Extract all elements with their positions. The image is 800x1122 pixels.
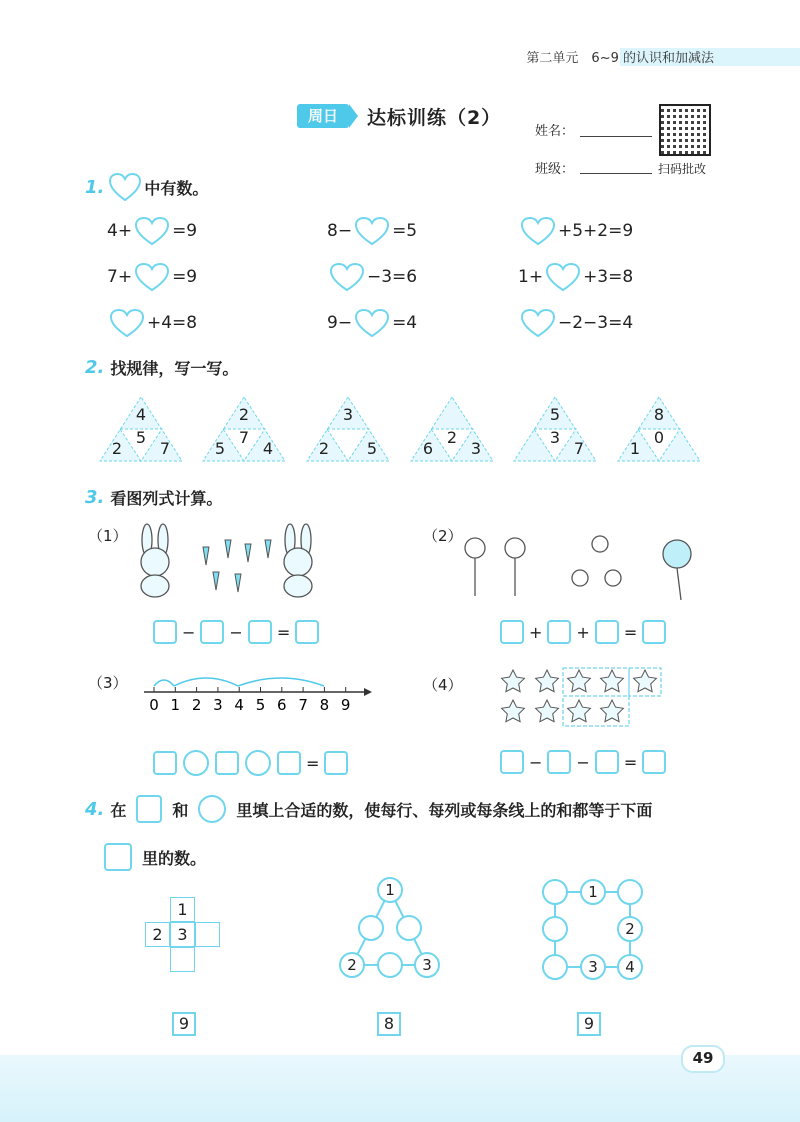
flower-highlighted-icon bbox=[663, 540, 691, 600]
number-line-label: 9 bbox=[340, 696, 351, 714]
number-line-label: 0 bbox=[149, 696, 159, 714]
carrots-icon bbox=[203, 540, 271, 592]
day-badge: 周日 bbox=[297, 104, 349, 128]
equation-suffix: =4 bbox=[392, 313, 418, 333]
triangle-middle[interactable]: 2 bbox=[446, 428, 458, 447]
legend-circle bbox=[198, 795, 226, 823]
heart-icon bbox=[520, 308, 556, 338]
number-triangle bbox=[201, 395, 287, 463]
equation-suffix: −2−3=4 bbox=[558, 313, 634, 333]
number-triangle bbox=[512, 395, 598, 463]
legend-box bbox=[104, 843, 132, 871]
q1-number: 1. bbox=[85, 176, 105, 198]
answer-box[interactable] bbox=[153, 751, 177, 775]
q4-text-pre: 在 bbox=[110, 800, 127, 820]
triangle-middle[interactable]: 3 bbox=[549, 428, 561, 447]
square-target: 9 bbox=[577, 1012, 601, 1036]
cross-cell-left: 2 bbox=[145, 922, 170, 947]
operator-circle[interactable] bbox=[183, 750, 209, 776]
q3-part3-label: （3） bbox=[88, 674, 128, 692]
rabbits-carrots-picture bbox=[125, 522, 385, 602]
equation-suffix: =9 bbox=[172, 267, 198, 287]
heart-icon bbox=[108, 172, 142, 202]
q1-text: 中有数。 bbox=[144, 178, 209, 198]
name-label: 姓名： bbox=[535, 124, 575, 139]
q3-part4-equation: − − = bbox=[500, 750, 666, 774]
legend-box bbox=[136, 795, 162, 823]
cross-cell-bottom[interactable] bbox=[170, 947, 195, 972]
answer-box[interactable] bbox=[277, 751, 301, 775]
heart-icon bbox=[109, 308, 145, 338]
q2-header bbox=[85, 356, 238, 379]
triangle-target: 8 bbox=[377, 1012, 401, 1036]
heart-answer[interactable] bbox=[354, 308, 390, 338]
cross-cell-center: 3 bbox=[170, 922, 195, 947]
triangle-left[interactable]: 1 bbox=[629, 439, 641, 458]
unit-title: 第二单元 6~9 的认识和加减法 bbox=[526, 51, 714, 66]
star-icon bbox=[601, 700, 624, 722]
triangle-middle[interactable]: 5 bbox=[135, 428, 147, 447]
q1-equation bbox=[327, 262, 417, 292]
triangle-middle[interactable]: 7 bbox=[238, 428, 250, 447]
heart-icon bbox=[134, 216, 170, 246]
heart-icon bbox=[354, 308, 390, 338]
triangle-right[interactable]: 5 bbox=[366, 439, 378, 458]
flower-icon bbox=[465, 536, 621, 596]
square-node-top: 1 bbox=[580, 879, 606, 905]
heart-answer[interactable] bbox=[545, 262, 581, 292]
star-icon bbox=[536, 670, 559, 692]
q1-equation bbox=[107, 308, 197, 338]
q1-equation bbox=[107, 262, 197, 292]
equation-suffix: +4=8 bbox=[147, 313, 198, 333]
answer-box[interactable] bbox=[595, 620, 619, 644]
heart-icon bbox=[134, 262, 170, 292]
answer-box[interactable] bbox=[642, 750, 666, 774]
triangle-middle[interactable]: 0 bbox=[653, 428, 665, 447]
square-puzzle bbox=[535, 872, 655, 982]
cross-puzzle bbox=[145, 897, 225, 977]
triangle-right[interactable]: 7 bbox=[159, 439, 171, 458]
triangle-right[interactable]: 4 bbox=[262, 439, 274, 458]
q1-equation bbox=[107, 216, 197, 246]
q4-text-2: 里的数。 bbox=[142, 848, 207, 868]
heart-answer[interactable] bbox=[134, 216, 170, 246]
star-icon bbox=[502, 670, 525, 692]
answer-box[interactable] bbox=[547, 620, 571, 644]
page-title: 达标训练（2） bbox=[367, 107, 502, 129]
rabbit-right-icon bbox=[284, 524, 312, 597]
star-icon bbox=[502, 700, 525, 722]
triangle-top[interactable]: 4 bbox=[135, 405, 147, 424]
number-line-label: 3 bbox=[213, 696, 223, 714]
number-triangle bbox=[98, 395, 184, 463]
q3-part3-equation: = bbox=[153, 750, 348, 776]
square-node-tr[interactable] bbox=[617, 879, 643, 905]
number-line-label: 5 bbox=[255, 696, 266, 714]
triangle-left[interactable]: 5 bbox=[214, 439, 226, 458]
triangle-node-left[interactable] bbox=[358, 915, 384, 941]
answer-box[interactable] bbox=[500, 620, 524, 644]
footer-band bbox=[0, 1055, 800, 1122]
triangle-top[interactable]: 3 bbox=[342, 405, 354, 424]
q1-equation bbox=[518, 308, 633, 338]
q3-text: 看图列式计算。 bbox=[110, 489, 223, 508]
star-icon bbox=[634, 670, 657, 692]
square-node-tl[interactable] bbox=[542, 879, 568, 905]
triangle-top[interactable]: 5 bbox=[549, 405, 561, 424]
q1-equation bbox=[327, 308, 417, 338]
answer-box[interactable] bbox=[500, 750, 524, 774]
triangle-right[interactable]: 7 bbox=[573, 439, 585, 458]
square-node-right: 2 bbox=[617, 916, 643, 942]
triangle-node-br: 3 bbox=[414, 952, 440, 978]
q4-number: 4. bbox=[85, 798, 105, 820]
q4-header bbox=[85, 795, 652, 823]
triangle-puzzle bbox=[330, 870, 450, 985]
number-triangle bbox=[409, 395, 495, 463]
number-line-label: 4 bbox=[234, 696, 244, 714]
answer-box[interactable] bbox=[642, 620, 666, 644]
q3-part4-label: （4） bbox=[423, 676, 463, 694]
class-line[interactable] bbox=[580, 172, 652, 174]
q1-equation bbox=[518, 262, 633, 292]
equation-suffix: +5+2=9 bbox=[558, 221, 634, 241]
triangle-top[interactable]: 8 bbox=[653, 405, 665, 424]
rabbit-left-icon bbox=[141, 524, 169, 597]
star-icon bbox=[568, 670, 591, 692]
heart-icon bbox=[329, 262, 365, 292]
q3-header bbox=[85, 486, 222, 509]
qr-code[interactable] bbox=[659, 104, 711, 156]
triangle-right[interactable]: 3 bbox=[470, 439, 482, 458]
heart-answer[interactable] bbox=[134, 262, 170, 292]
star-icon bbox=[601, 670, 624, 692]
cross-cell-right[interactable] bbox=[195, 922, 220, 947]
triangle-node-right[interactable] bbox=[396, 915, 422, 941]
heart-answer[interactable] bbox=[329, 262, 365, 292]
q3-part1-equation: − − = bbox=[153, 620, 319, 644]
q4-text: 里填上合适的数，使每行、每列或每条线上的和都等于下面 bbox=[236, 800, 653, 820]
triangle-left[interactable]: 2 bbox=[318, 439, 330, 458]
number-line-label: 7 bbox=[298, 696, 308, 714]
heart-answer[interactable] bbox=[109, 308, 145, 338]
qr-label: 扫码批改 bbox=[658, 162, 707, 176]
triangle-left[interactable]: 2 bbox=[111, 439, 123, 458]
number-line bbox=[140, 668, 376, 718]
class-label: 班级： bbox=[535, 162, 575, 177]
triangle-node-bottom[interactable] bbox=[377, 952, 403, 978]
q2-text: 找规律，写一写。 bbox=[110, 359, 239, 378]
heart-answer[interactable] bbox=[354, 216, 390, 246]
square-node-bl[interactable] bbox=[542, 954, 568, 980]
q4-header-line2 bbox=[104, 843, 206, 871]
heart-icon bbox=[354, 216, 390, 246]
cross-target: 9 bbox=[172, 1012, 196, 1036]
stars-picture bbox=[495, 666, 670, 730]
operator-circle[interactable] bbox=[245, 750, 271, 776]
answer-box[interactable] bbox=[153, 620, 177, 644]
heart-answer[interactable] bbox=[520, 308, 556, 338]
triangle-node-bl: 2 bbox=[339, 952, 365, 978]
equation-suffix: =9 bbox=[172, 221, 198, 241]
triangle-node-top: 1 bbox=[377, 877, 403, 903]
number-triangle bbox=[305, 395, 391, 463]
triangle-left[interactable]: 6 bbox=[422, 439, 434, 458]
square-node-left[interactable] bbox=[542, 916, 568, 942]
number-triangle bbox=[616, 395, 702, 463]
triangle-top[interactable]: 2 bbox=[238, 405, 250, 424]
answer-box[interactable] bbox=[595, 750, 619, 774]
square-node-bottom: 3 bbox=[580, 954, 606, 980]
number-line-label: 6 bbox=[277, 696, 287, 714]
q4-text-and: 和 bbox=[172, 800, 189, 820]
equation-prefix: 9− bbox=[327, 313, 353, 333]
heart-icon bbox=[520, 216, 556, 246]
answer-box[interactable] bbox=[324, 751, 348, 775]
equation-suffix: =5 bbox=[392, 221, 418, 241]
answer-box[interactable] bbox=[200, 620, 224, 644]
equation-prefix: 7+ bbox=[107, 267, 133, 287]
q3-part2-equation: + + = bbox=[500, 620, 666, 644]
answer-box[interactable] bbox=[295, 620, 319, 644]
cross-cell-top: 1 bbox=[170, 897, 195, 922]
answer-box[interactable] bbox=[547, 750, 571, 774]
heart-answer[interactable] bbox=[520, 216, 556, 246]
heart-icon bbox=[545, 262, 581, 292]
number-line-label: 1 bbox=[170, 696, 181, 714]
equation-prefix: 8− bbox=[327, 221, 353, 241]
number-line-label: 2 bbox=[191, 696, 202, 714]
q1-equation bbox=[327, 216, 417, 246]
q1-header bbox=[85, 172, 208, 202]
equation-prefix: 4+ bbox=[107, 221, 133, 241]
q3-number: 3. bbox=[85, 487, 105, 508]
q2-number: 2. bbox=[85, 357, 105, 378]
name-line[interactable] bbox=[580, 135, 652, 137]
square-node-br: 4 bbox=[617, 954, 643, 980]
number-line-label: 8 bbox=[319, 696, 330, 714]
page-number: 49 bbox=[681, 1045, 725, 1073]
answer-box[interactable] bbox=[215, 751, 239, 775]
flowers-picture bbox=[455, 522, 705, 602]
equation-suffix: +3=8 bbox=[583, 267, 634, 287]
q3-part1-label: （1） bbox=[88, 527, 128, 545]
equation-prefix: 1+ bbox=[518, 267, 544, 287]
equation-suffix: −3=6 bbox=[367, 267, 418, 287]
star-icon bbox=[536, 700, 559, 722]
star-icon bbox=[568, 700, 591, 722]
answer-box[interactable] bbox=[248, 620, 272, 644]
q1-equation bbox=[518, 216, 633, 246]
q3-part2-label: （2） bbox=[423, 527, 463, 545]
